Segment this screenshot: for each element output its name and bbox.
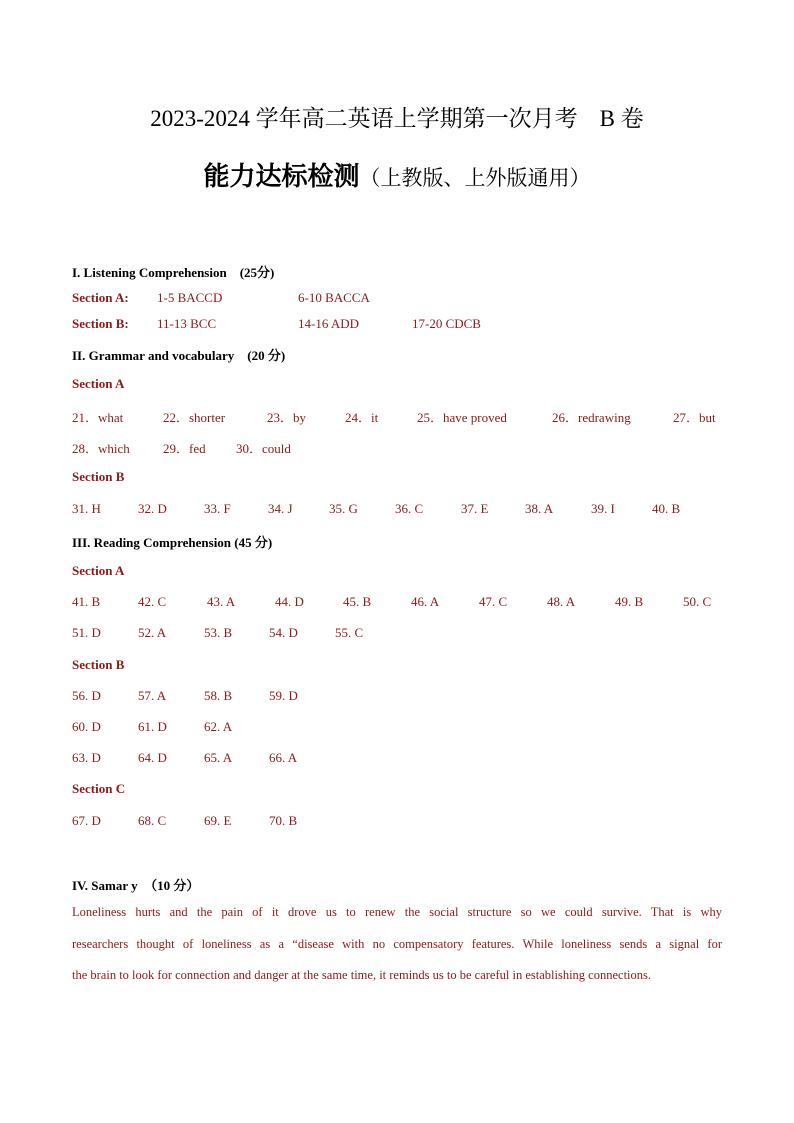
answer: 66. A — [269, 750, 298, 765]
part3-sectionB-row1 — [72, 688, 722, 708]
answer: 60. D — [72, 719, 101, 734]
answer: 43. A — [207, 594, 236, 609]
answer: 58. B — [204, 688, 233, 703]
summary-line: Loneliness hurts and the pain of it drove us to renew the social structure so we could survive. That is why — [72, 905, 722, 919]
paper-version: B 卷 — [599, 106, 644, 131]
answer: 42. C — [138, 594, 167, 609]
part3-sectionB-row2 — [72, 719, 722, 739]
answer: 44. D — [275, 594, 304, 609]
answer: 24．it — [345, 410, 379, 425]
title-line1: 2023-2024 学年高二英语上学期第一次月考 — [150, 106, 578, 131]
answer: 49. B — [615, 594, 644, 609]
part3-sectionA-row2 — [72, 625, 722, 645]
answer: 40. B — [652, 501, 681, 516]
summary-paragraph — [72, 897, 722, 992]
part3-sectionB-label: Section B — [72, 657, 125, 672]
part1-sectionB-row — [72, 316, 722, 336]
part3-sectionC-row1 — [72, 813, 722, 833]
part3-heading: III. Reading Comprehension (45 分) — [72, 535, 273, 550]
answer: 1-5 BACCD — [157, 290, 223, 305]
answer: 41. B — [72, 594, 101, 609]
answer: 17-20 CDCB — [412, 316, 481, 331]
answer: 25．have proved — [417, 410, 507, 425]
answer: 68. C — [138, 813, 167, 828]
answer: 54. D — [269, 625, 298, 640]
section-label: Section A: — [72, 290, 129, 305]
answer: 33. F — [204, 501, 231, 516]
part1-heading: I. Listening Comprehension (25分) — [72, 265, 275, 280]
answer: 51. D — [72, 625, 101, 640]
answer: 35. G — [329, 501, 358, 516]
answer: 29．fed — [163, 441, 206, 456]
document-title — [0, 100, 794, 133]
answer: 67. D — [72, 813, 101, 828]
answer: 38. A — [525, 501, 554, 516]
answer: 46. A — [411, 594, 440, 609]
part2-sectionA-row2 — [72, 438, 722, 458]
answer: 22．shorter — [163, 410, 226, 425]
section-label: Section B: — [72, 316, 129, 331]
answer: 47. C — [479, 594, 508, 609]
answer: 65. A — [204, 750, 233, 765]
answer: 59. D — [269, 688, 298, 703]
part2-sectionA-label: Section A — [72, 376, 125, 391]
part3-sectionB-row3 — [72, 750, 722, 770]
answer: 53. B — [204, 625, 233, 640]
answer: 52. A — [138, 625, 167, 640]
answer: 31. H — [72, 501, 101, 516]
answer: 48. A — [547, 594, 576, 609]
answer: 21．what — [72, 410, 124, 425]
summary-line: researchers thought of loneliness as a “disease with no compensatory features. While loneliness sends a signal for — [72, 936, 722, 951]
answer: 57. A — [138, 688, 167, 703]
answer: 30．could — [236, 441, 291, 456]
answer: 61. D — [138, 719, 167, 734]
document-subtitle — [0, 156, 794, 193]
answer: 62. A — [204, 719, 233, 734]
answer: 56. D — [72, 688, 101, 703]
answer: 70. B — [269, 813, 298, 828]
part4-heading: IV. Samar y （10 分） — [72, 878, 200, 893]
answer: 63. D — [72, 750, 101, 765]
answer: 37. E — [461, 501, 489, 516]
answer: 50. C — [683, 594, 712, 609]
part3-sectionA-label: Section A — [72, 563, 125, 578]
subtitle-main: 能力达标检测 — [203, 162, 360, 192]
part3-sectionA-row1 — [72, 594, 722, 614]
answer: 39. I — [591, 501, 615, 516]
part3-sectionC-label: Section C — [72, 781, 126, 796]
answer: 11-13 BCC — [157, 316, 217, 331]
part1-sectionA-row — [72, 290, 722, 310]
part2-sectionB-row1 — [72, 501, 722, 521]
answer: 27．but — [673, 410, 716, 425]
answer: 55. C — [335, 625, 364, 640]
answer: 26．redrawing — [552, 410, 631, 425]
part2-heading: II. Grammar and vocabulary (20 分) — [72, 348, 286, 363]
answer: 28．which — [72, 441, 130, 456]
answer: 64. D — [138, 750, 167, 765]
answer: 32. D — [138, 501, 167, 516]
summary-line: the brain to look for connection and danger at the same time, it reminds us to be careful in establishing connections. — [72, 968, 652, 982]
answer: 36. C — [395, 501, 424, 516]
answer: 34. J — [268, 501, 293, 516]
answer: 69. E — [204, 813, 232, 828]
answer: 6-10 BACCA — [298, 290, 370, 305]
part2-sectionB-label: Section B — [72, 469, 125, 484]
part2-sectionA-row1 — [72, 407, 722, 427]
subtitle-edition: （上教版、上外版通用） — [359, 166, 591, 190]
answer: 14-16 ADD — [298, 316, 360, 331]
answer: 23．by — [267, 410, 307, 425]
answer: 45. B — [343, 594, 372, 609]
